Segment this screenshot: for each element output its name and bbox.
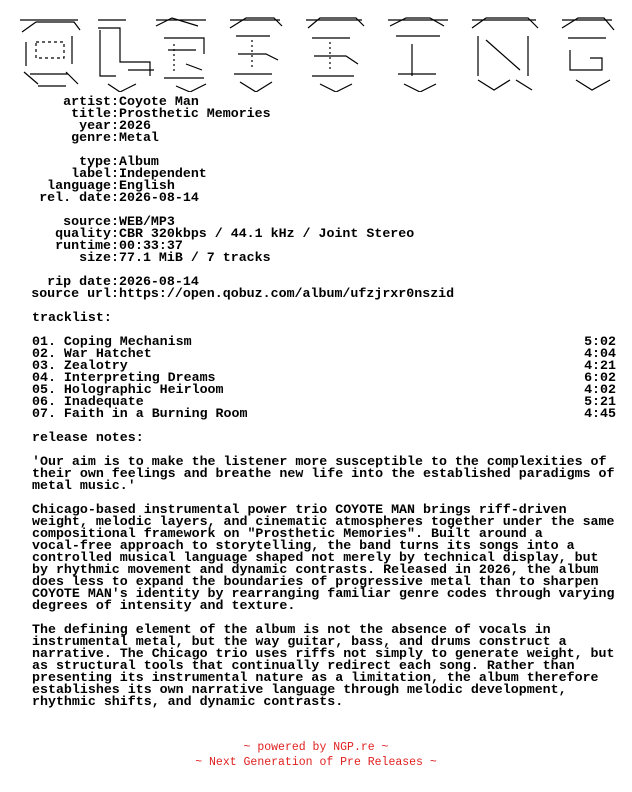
info-value: English [119, 178, 175, 193]
info-value: https://open.qobuz.com/album/ufzjrxr0nszid [119, 286, 455, 301]
track-title: 03. Zealotry [32, 358, 128, 373]
info-key: quality: [55, 226, 119, 241]
info-value: Prosthetic Memories [119, 106, 271, 121]
info-value: Album [119, 154, 159, 169]
ascii-banner [16, 14, 616, 92]
info-key: rip date: [47, 274, 119, 289]
info-row [16, 132, 616, 144]
info-row [16, 252, 616, 264]
release-notes-heading: release notes: [32, 430, 144, 445]
track-duration: 4:02 [584, 382, 616, 397]
info-value: 2026-08-14 [119, 190, 199, 205]
info-value: WEB/MP3 [119, 214, 175, 229]
track-title: 04. Interpreting Dreams [32, 370, 216, 385]
footer-powered-by: ~ powered by NGP.re ~ [243, 741, 389, 754]
info-value: 77.1 MiB / 7 tracks [119, 250, 271, 265]
track-duration: 6:02 [584, 370, 616, 385]
footer-tagline: ~ Next Generation of Pre Releases ~ [195, 756, 437, 769]
info-key: title: [71, 106, 119, 121]
info-key: source: [63, 214, 119, 229]
release-notes [32, 456, 616, 720]
track-title: 05. Holographic Heirloom [32, 382, 224, 397]
info-key: label: [71, 166, 119, 181]
track-duration: 4:45 [584, 406, 616, 421]
release-notes-quote: 'Our aim is to make the listener more susceptible to the complexities of their own feelings and breathe new life into the established paradigms of metal music.' [32, 454, 615, 493]
info-value: Metal [119, 130, 159, 145]
info-key: language: [47, 178, 119, 193]
info-row [16, 192, 616, 204]
info-key: year: [79, 118, 119, 133]
info-value: 2026-08-14 [119, 274, 199, 289]
info-key: genre: [71, 130, 119, 145]
track-title: 01. Coping Mechanism [32, 334, 192, 349]
track-duration: 4:04 [584, 346, 616, 361]
info-value: CBR 320kbps / 44.1 kHz / Joint Stereo [119, 226, 415, 241]
tracklist-heading: tracklist: [32, 310, 112, 325]
release-notes-paragraph: The defining element of the album is not the absence of vocals in instrumental metal, but the way guitar, bass, and drums construct a narrative. The Chicago trio uses riffs not simply to generate weight, but as structural tools that continually redirect each song. Rather than presenting its instrumental nature as a limitation, the album therefore establishes its own narrative language through melodic development, rhythmic shifts, and dynamic contrasts. [32, 622, 615, 709]
info-key: size: [79, 250, 119, 265]
info-key: source url: [31, 286, 119, 301]
track-duration: 5:02 [584, 334, 616, 349]
info-key: rel. date: [39, 190, 119, 205]
track-title: 02. War Hatchet [32, 346, 152, 361]
track-duration: 5:21 [584, 394, 616, 409]
info-key: runtime: [55, 238, 119, 253]
release-info-rows [16, 96, 616, 300]
release-info [16, 96, 616, 300]
info-value: Coyote Man [119, 94, 199, 109]
tracklist [32, 336, 616, 420]
info-row [16, 288, 616, 300]
info-value: 00:33:37 [119, 238, 183, 253]
track-row [32, 408, 616, 420]
info-key: type: [79, 154, 119, 169]
ascii-banner-art [16, 14, 616, 92]
info-value: Independent [119, 166, 207, 181]
info-key: artist: [63, 94, 119, 109]
release-notes-paragraph: Chicago-based instrumental power trio COYOTE MAN brings riff-driven weight, melodic layers, and cinematic atmospheres together under the same compositional framework on "Prosthetic Memories". Built around a vocal-free approach to storytelling, the band turns its songs into a controlled musical language shaped not merely by technical display, but by rhythmic movement and dynamic contrasts. Released in 2026, the album does less to expand the boundaries of progressive metal than to sharpen COYOTE MAN's identity by rearranging familiar genre codes through varying degrees of intensity and texture. [32, 502, 615, 613]
info-value: 2026 [119, 118, 151, 133]
track-title: 06. Inadequate [32, 394, 144, 409]
track-duration: 4:21 [584, 358, 616, 373]
track-title: 07. Faith in a Burning Room [32, 406, 248, 421]
